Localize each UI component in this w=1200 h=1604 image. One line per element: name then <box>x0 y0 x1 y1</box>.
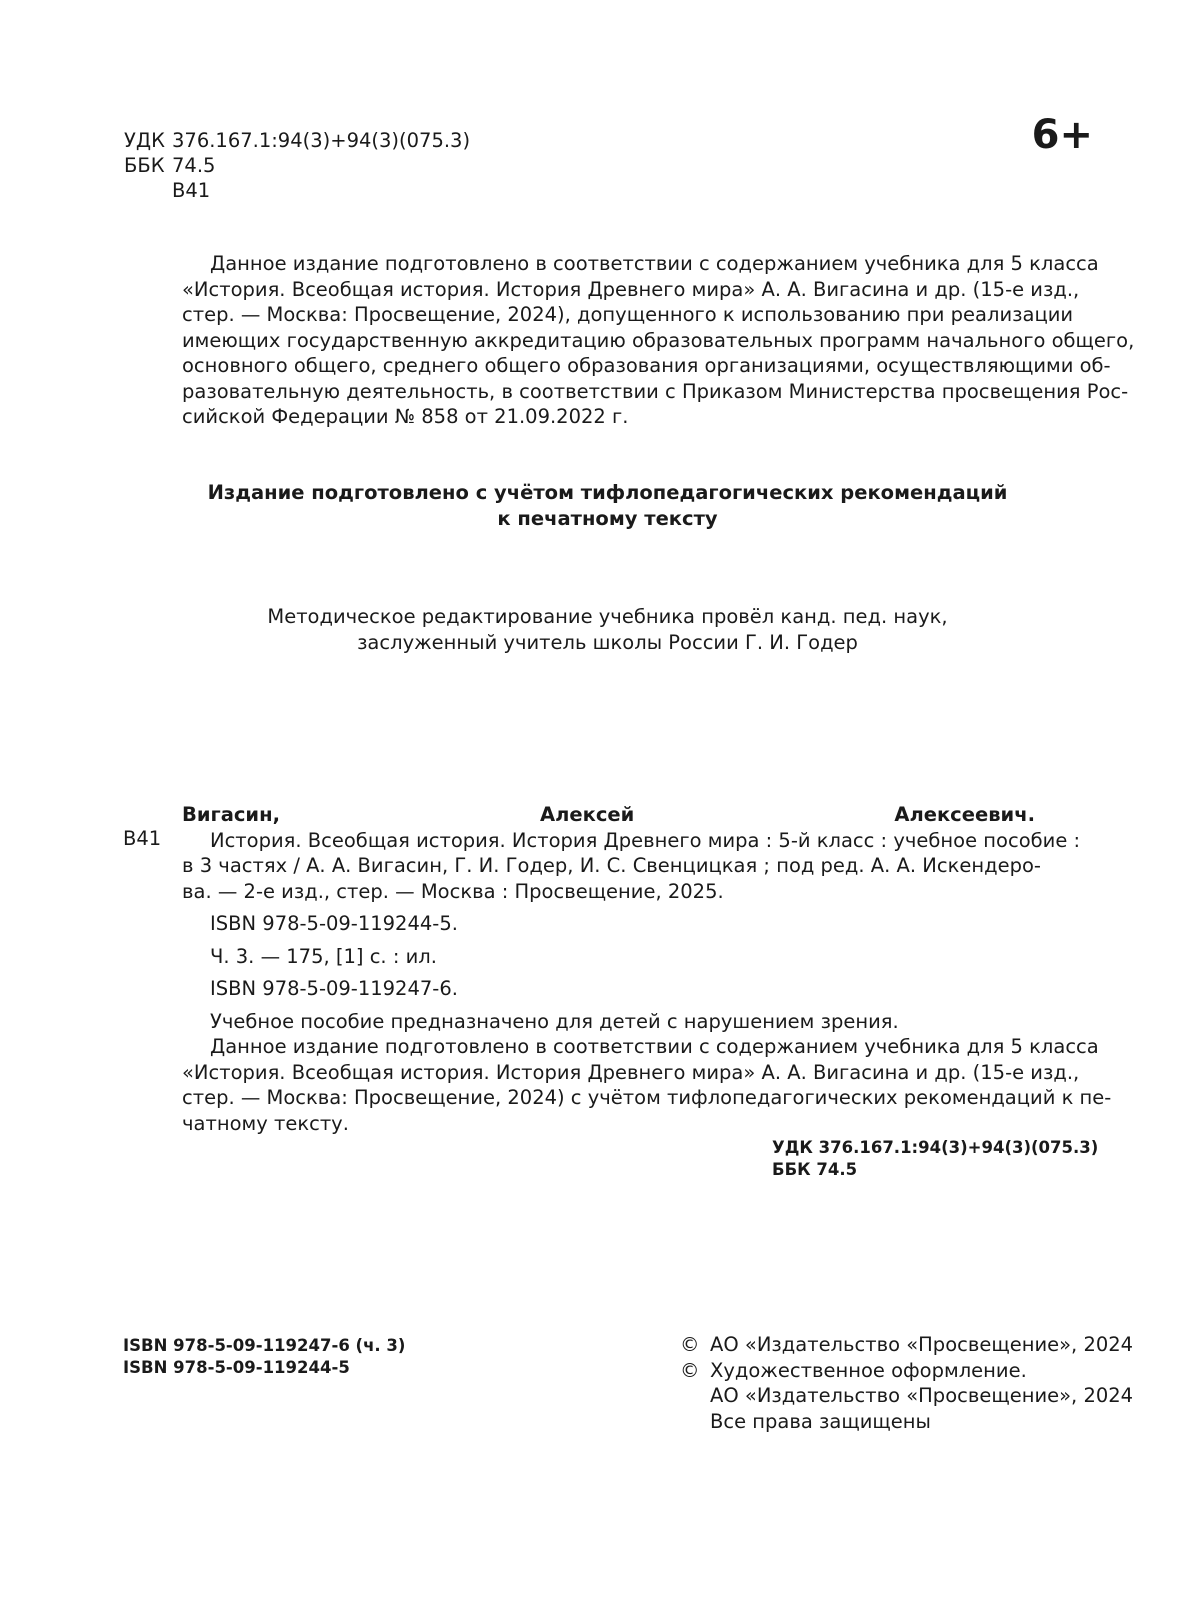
editing-note-line: Методическое редактирование учебника провёл канд. пед. наук, <box>267 605 948 628</box>
card-author: Вигасин, Алексей Алексеевич. <box>182 803 1035 826</box>
card-bbk: ББК 74.5 <box>772 1160 858 1179</box>
card-title-line: ва. — 2-е изд., стер. — Москва : Просвещение, 2025. <box>182 879 724 903</box>
intro-line: основного общего, среднего общего образования организациями, осуществляющими об- <box>182 354 1111 377</box>
card-isbn-part: ISBN 978-5-09-119247-6. <box>210 977 458 1000</box>
classification-block <box>124 128 470 203</box>
copyright-text: АО «Издательство «Просвещение», 2024 <box>710 1384 1134 1407</box>
copyright-line <box>680 1332 1133 1358</box>
tiflo-note <box>120 480 1095 532</box>
card-isbn-general: ISBN 978-5-09-119244-5. <box>210 912 458 935</box>
copyright-text: АО «Издательство «Просвещение», 2024 <box>710 1333 1134 1356</box>
catalog-card <box>182 802 1112 1136</box>
card-description-line: стер. — Москва: Просвещение, 2024) с учётом тифлопедагогических рекомендаций к пе- <box>182 1086 1112 1109</box>
card-classification <box>772 1137 1098 1181</box>
intro-line: «История. Всеобщая история. История Древнего мира» А. А. Вигасина и др. (15-е изд., <box>182 277 1080 301</box>
card-title-line: История. Всеобщая история. История Древнего мира : 5-й класс : учебное пособие : <box>210 828 1081 852</box>
card-description-line: чатному тексту. <box>182 1111 349 1135</box>
intro-line: Данное издание подготовлено в соответствии с содержанием учебника для 5 класса <box>210 252 1099 275</box>
copyright-block <box>680 1332 1133 1434</box>
intro-line: сийской Федерации № 858 от 21.09.2022 г. <box>182 405 629 428</box>
tiflo-note-line: Издание подготовлено с учётом тифлопедагогических рекомендаций <box>207 481 1008 504</box>
copyright-icon: © <box>680 1358 700 1382</box>
age-rating: 6+ <box>1031 112 1093 158</box>
isbn-line: ISBN 978-5-09-119247-6 (ч. 3) <box>123 1336 406 1355</box>
udk-label: УДК <box>124 129 165 152</box>
intro-line: имеющих государственную аккредитацию образовательных программ начального общего, <box>182 328 1135 352</box>
card-part-info: Ч. 3. — 175, [1] с. : ил. <box>210 944 437 968</box>
card-code: В41 <box>123 827 162 850</box>
rights-reserved: Все права защищены <box>710 1409 931 1433</box>
udk-row <box>124 128 470 153</box>
copyright-icon: © <box>680 1333 700 1356</box>
copyright-line <box>680 1358 1133 1384</box>
bbk-value: 74.5 <box>172 154 216 177</box>
editing-note <box>120 604 1095 656</box>
intro-paragraph <box>182 251 1135 430</box>
isbn-block <box>123 1335 405 1379</box>
editing-note-line: заслуженный учитель школы России Г. И. Годер <box>357 631 858 654</box>
card-description-line: «История. Всеобщая история. История Древнего мира» А. А. Вигасина и др. (15-е изд., <box>182 1060 1080 1084</box>
card-purpose: Учебное пособие предназначено для детей с нарушением зрения. <box>210 1009 899 1033</box>
card-udk: УДК 376.167.1:94(3)+94(3)(075.3) <box>772 1138 1099 1157</box>
isbn-line: ISBN 978-5-09-119244-5 <box>123 1358 350 1377</box>
udk-value: 376.167.1:94(3)+94(3)(075.3) <box>172 129 471 152</box>
intro-line: стер. — Москва: Просвещение, 2024), допущенного к использованию при реализации <box>182 303 1074 326</box>
intro-line: разовательную деятельность, в соответствии с Приказом Министерства просвещения Рос- <box>182 379 1129 403</box>
copyright-text: Художественное оформление. <box>710 1358 1027 1382</box>
card-description-line: Данное издание подготовлено в соответствии с содержанием учебника для 5 класса <box>210 1035 1099 1058</box>
author-code: В41 <box>172 179 211 202</box>
bbk-label: ББК <box>124 154 165 177</box>
card-title-line: в 3 частях / А. А. Вигасин, Г. И. Годер, И. С. Свенцицкая ; под ред. А. А. Искендеро- <box>182 854 1041 877</box>
tiflo-note-line: к печатному тексту <box>497 507 718 530</box>
bbk-row <box>124 153 470 178</box>
